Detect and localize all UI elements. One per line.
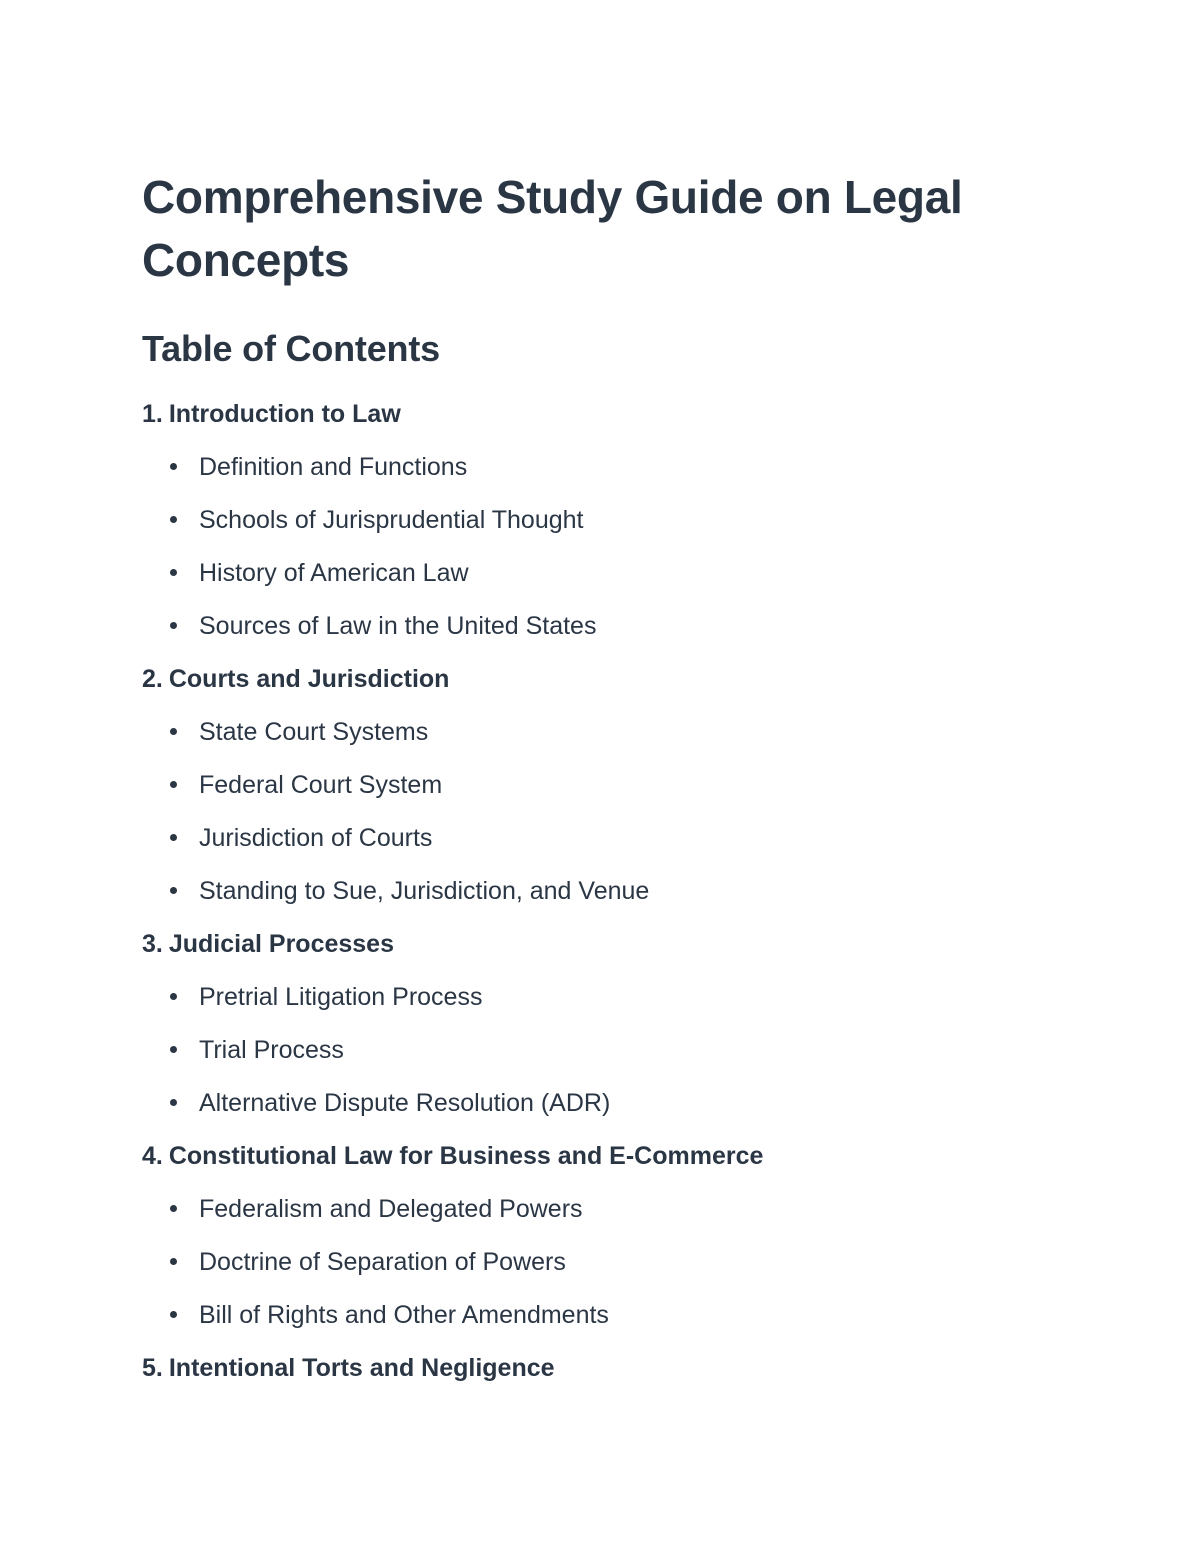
table-of-contents	[142, 401, 1042, 1408]
bullet-icon	[170, 1099, 177, 1106]
bullet-icon	[170, 887, 177, 894]
bullet-icon	[170, 993, 177, 1000]
toc-subsection-label: Federal Court System	[199, 771, 443, 799]
toc-subsection-item[interactable]	[170, 560, 1042, 613]
toc-section-number: 2.	[142, 665, 163, 693]
toc-subsection-label: History of American Law	[199, 559, 469, 587]
toc-subsection-label: Doctrine of Separation of Powers	[199, 1248, 566, 1276]
toc-section	[142, 931, 1042, 1143]
toc-section-number: 1.	[142, 400, 163, 428]
bullet-icon	[170, 516, 177, 523]
bullet-icon	[170, 834, 177, 841]
toc-subsection-label: Bill of Rights and Other Amendments	[199, 1301, 609, 1329]
toc-subsection-label: Definition and Functions	[199, 453, 468, 481]
toc-subsection-item[interactable]	[170, 454, 1042, 507]
bullet-icon	[170, 728, 177, 735]
toc-subsection-label: Pretrial Litigation Process	[199, 983, 483, 1011]
bullet-icon	[170, 1205, 177, 1212]
toc-subsection-label: State Court Systems	[199, 718, 429, 746]
toc-section-title: Constitutional Law for Business and E-Commerce	[168, 1142, 764, 1170]
toc-section-heading[interactable]	[142, 1355, 1042, 1408]
toc-subsection-label: Sources of Law in the United States	[199, 612, 597, 640]
toc-section	[142, 1143, 1042, 1355]
toc-subsection-label: Jurisdiction of Courts	[199, 824, 433, 852]
toc-section-title: Intentional Torts and Negligence	[168, 1354, 555, 1382]
toc-subsection-item[interactable]	[170, 1196, 1042, 1249]
toc-section-heading[interactable]	[142, 666, 1042, 719]
toc-subsection-item[interactable]	[170, 1249, 1042, 1302]
bullet-icon	[170, 1311, 177, 1318]
toc-section-heading[interactable]	[142, 931, 1042, 984]
toc-section-number: 5.	[142, 1354, 163, 1382]
toc-subsection-list	[142, 454, 1042, 666]
toc-subsection-list	[142, 719, 1042, 931]
toc-subsection-item[interactable]	[170, 613, 1042, 666]
toc-subsection-label: Federalism and Delegated Powers	[199, 1195, 583, 1223]
toc-subsection-item[interactable]	[170, 825, 1042, 878]
toc-subsection-item[interactable]	[170, 719, 1042, 772]
toc-subsection-label: Trial Process	[199, 1036, 344, 1064]
toc-section	[142, 1355, 1042, 1408]
bullet-icon	[170, 569, 177, 576]
toc-subsection-label: Standing to Sue, Jurisdiction, and Venue	[199, 877, 650, 905]
bullet-icon	[170, 1046, 177, 1053]
toc-section-heading[interactable]	[142, 401, 1042, 454]
toc-subsection-label: Alternative Dispute Resolution (ADR)	[199, 1089, 611, 1117]
toc-section-title: Introduction to Law	[168, 400, 401, 428]
toc-subsection-item[interactable]	[170, 1090, 1042, 1143]
toc-section	[142, 666, 1042, 931]
toc-section-heading[interactable]	[142, 1143, 1042, 1196]
bullet-icon	[170, 622, 177, 629]
toc-section	[142, 401, 1042, 666]
toc-heading: Table of Contents	[142, 328, 440, 369]
toc-section-number: 4.	[142, 1142, 163, 1170]
toc-section-number: 3.	[142, 930, 163, 958]
toc-subsection-item[interactable]	[170, 1302, 1042, 1355]
toc-subsection-item[interactable]	[170, 772, 1042, 825]
toc-subsection-list	[142, 1196, 1042, 1355]
document-title: Comprehensive Study Guide on Legal Concepts	[142, 171, 963, 286]
bullet-icon	[170, 463, 177, 470]
toc-subsection-item[interactable]	[170, 507, 1042, 560]
document-page	[142, 166, 1042, 1408]
toc-section-title: Courts and Jurisdiction	[168, 665, 450, 693]
toc-subsection-label: Schools of Jurisprudential Thought	[199, 506, 584, 534]
toc-subsection-item[interactable]	[170, 1037, 1042, 1090]
toc-subsection-list	[142, 984, 1042, 1143]
toc-section-title: Judicial Processes	[168, 930, 394, 958]
bullet-icon	[170, 781, 177, 788]
toc-subsection-item[interactable]	[170, 984, 1042, 1037]
toc-subsection-item[interactable]	[170, 878, 1042, 931]
bullet-icon	[170, 1258, 177, 1265]
